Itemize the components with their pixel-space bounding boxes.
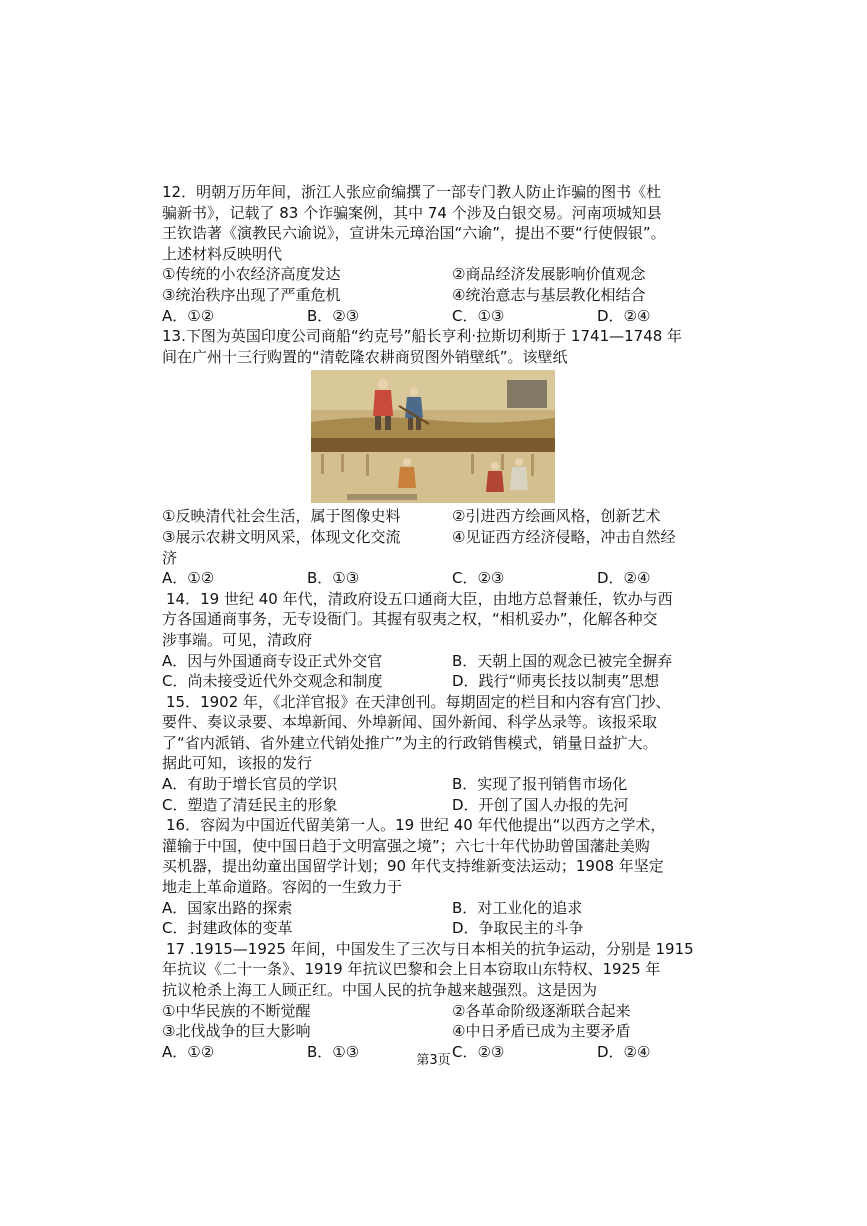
question-12 [162, 182, 742, 326]
answer-choice: C．②③ [452, 569, 505, 588]
answer-option: C．封建政体的变革 [162, 919, 293, 938]
question-stem: 地走上革命道路。容闳的一生致力于 [162, 878, 403, 897]
answer-option: B．对工业化的追求 [452, 898, 583, 917]
statement-item: ①中华民族的不断觉醒 [162, 1001, 311, 1020]
statement-item: ②引进西方绘画风格，创新艺术 [452, 507, 661, 526]
statement-row [162, 527, 742, 548]
question-stem: 灌输于中国，使中国日趋于文明富强之境”；六七十年代协助曾国藩赴美购 [162, 836, 650, 855]
answer-option: D．争取民主的斗争 [452, 919, 584, 938]
statement-item: ④中日矛盾已成为主要矛盾 [452, 1022, 631, 1041]
question-stem: 方各国通商事务，无专设衙门。其握有驭夷之权，“相机妥办”，化解各种交 [162, 610, 658, 629]
option-row [162, 898, 742, 919]
question-stem: 王钦诰著《演教民六谕说》，宣讲朱元璋治国“六谕”，提出不要“行使假银”。 [162, 224, 666, 243]
statement-row [162, 285, 742, 306]
statement-item: ②商品经济发展影响价值观念 [452, 265, 646, 284]
question-17 [162, 939, 742, 1063]
answer-choice: C．①③ [452, 306, 505, 325]
option-row [162, 651, 742, 672]
answer-option: D．践行“师夷长技以制夷”思想 [452, 672, 660, 691]
statement-item: ③展示农耕文明风采，体现文化交流 [162, 527, 401, 546]
question-stem: 年抗议《二十一条》、1919 年抗议巴黎和会上日本窃取山东特权、1925 年 [162, 960, 661, 979]
question-stem: 15．1902 年，《北洋官报》在天津创刊。每期固定的栏目和内容有宫门抄、 [166, 692, 671, 711]
statement-item: ④统治意志与基层教化相结合 [452, 285, 646, 304]
question-stem: 12．明朝万历年间，浙江人张应俞编撰了一部专门教人防止诈骗的图书《杜 [162, 183, 662, 201]
statement-item: ④见证西方经济侵略，冲击自然经 [452, 527, 676, 546]
statement-row [162, 506, 742, 527]
option-row [162, 918, 742, 939]
answer-choice: D．②④ [597, 1042, 651, 1061]
question-stem: 涉事端。可见，清政府 [162, 630, 313, 649]
statement-row [162, 264, 742, 285]
answer-choice: A．①② [162, 1042, 215, 1061]
answer-option: B．实现了报刊销售市场化 [452, 775, 628, 794]
question-stem: 抗议枪杀上海工人顾正红。中国人民的抗争越来越强烈。这是因为 [162, 981, 598, 999]
question-stem: 14．19 世纪 40 年代，清政府设五口通商大臣，由地方总督兼任，钦办与西 [166, 589, 673, 608]
answer-option: C．塑造了清廷民主的形象 [162, 795, 338, 814]
statement-item-continued: 济 [162, 548, 178, 567]
option-row [162, 671, 742, 692]
question-stem: 要件、奏议录要、本埠新闻、外埠新闻、国外新闻、科学丛录等。该报采取 [162, 713, 658, 732]
answer-choice: A．①② [162, 306, 215, 325]
answer-choice: B．②③ [307, 306, 360, 325]
answer-option: B．天朝上国的观念已被完全摒弃 [452, 651, 673, 670]
statement-item: ②各革命阶级逐渐联合起来 [452, 1001, 631, 1020]
question-14 [162, 589, 742, 692]
page-number: 第3页 [416, 1053, 451, 1068]
statement-item: ①传统的小农经济高度发达 [162, 265, 341, 284]
choice-row [162, 568, 742, 589]
answer-choice: A．①② [162, 569, 215, 588]
answer-option: D．开创了国人办报的先河 [452, 795, 629, 814]
statement-row [162, 1001, 742, 1022]
option-row [162, 774, 742, 795]
statement-item: ③北伐战争的巨大影响 [162, 1022, 311, 1041]
wallpaper-painting-image [311, 370, 555, 503]
question-stem: 上述材料反映明代 [162, 244, 283, 263]
question-stem: 17 .1915—1925 年间，中国发生了三次与日本相关的抗争运动，分别是 1915 [166, 939, 694, 958]
question-stem: 13.下图为英国印度公司商船“约克号”船长亨利·拉斯切利斯于 1741—1748 年 [162, 327, 683, 346]
statement-item: ③统治秩序出现了严重危机 [162, 285, 341, 304]
answer-choice: D．②④ [597, 306, 651, 325]
statement-item: ①反映清代社会生活，属于图像史料 [162, 507, 401, 526]
question-stem: 买机器，提出幼童出国留学计划；90 年代支持维新变法运动；1908 年坚定 [162, 857, 664, 876]
answer-option: A．有助于增长官员的学识 [162, 775, 338, 794]
answer-option: C．尚未接受近代外交观念和制度 [162, 672, 383, 691]
question-stem: 16．容闳为中国近代留美第一人。19 世纪 40 年代他提出“以西方之学术， [166, 816, 666, 835]
answer-option: A．国家出路的探索 [162, 898, 293, 917]
answer-option: A．因与外国通商专设正式外交官 [162, 651, 383, 670]
question-stem: 骗新书》，记载了 83 个诈骗案例，其中 74 个涉及白银交易。河南项城知县 [162, 203, 662, 222]
option-row [162, 795, 742, 816]
question-stem: 据此可知，该报的发行 [162, 754, 313, 773]
question-13 [162, 326, 742, 589]
exam-page [162, 182, 742, 1062]
answer-choice: D．②④ [597, 569, 651, 588]
statement-row [162, 1021, 742, 1042]
question-stem: 间在广州十三行购置的“清乾隆农耕商贸图外销壁纸”。该壁纸 [162, 347, 568, 366]
question-16 [162, 815, 742, 939]
answer-choice: B．①③ [307, 569, 360, 588]
question-stem: 了“省内派销、省外建立代销处推广”为主的行政销售模式，销量日益扩大。 [162, 733, 658, 752]
choice-row [162, 306, 742, 327]
answer-choice: C．②③ [452, 1042, 505, 1061]
answer-choice: B．①③ [307, 1042, 360, 1061]
question-15 [162, 692, 742, 816]
